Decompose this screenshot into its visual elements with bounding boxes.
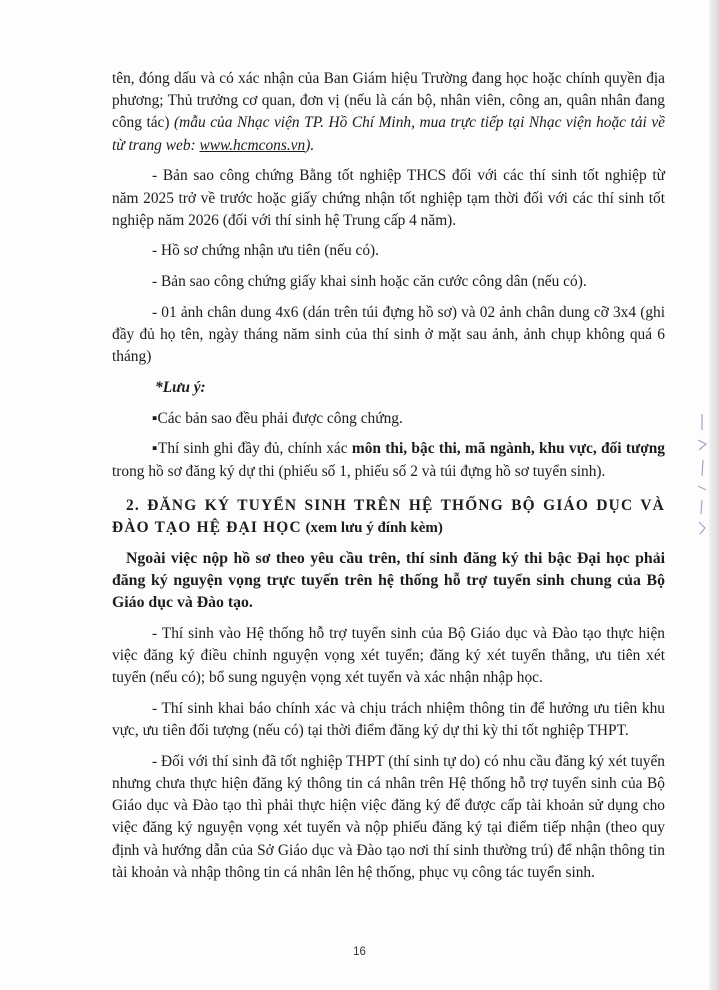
page-edge-shadow	[709, 0, 719, 990]
paragraph-birth-certificate: - Bản sao công chứng giấy khai sinh hoặc căn cước công dân (nếu có).	[152, 273, 587, 291]
italic-text-end: ).	[305, 136, 315, 154]
bullet-text: ▪Thí sinh ghi đầy đủ, chính xác	[152, 440, 352, 458]
paragraph-adjust-wishes: - Thí sinh vào Hệ thống hỗ trợ tuyển sinh của Bộ Giáo dục và Đào tạo thực hiện việc đăng ký điều chỉnh nguyện vọng xét tuyển; đăng ký xét tuyển thẳng, ưu tiên xét tuyển (nếu có); bổ sung nguyện vọng xét tuyển và xác nhận nhập học.	[112, 624, 665, 687]
paragraph-priority: - Hồ sơ chứng nhận ưu tiên (nếu có).	[152, 242, 379, 260]
section-heading-sub: (xem lưu ý đính kèm)	[301, 519, 443, 536]
lead-paragraph: Ngoài việc nộp hồ sơ theo yêu cầu trên, thí sinh đăng ký thi bậc Đại học phải đăng ký nguyện vọng trực tuyến trên hệ thống hỗ trợ tuyển sinh chung của Bộ Giáo dục và Đào tạo.	[112, 549, 665, 612]
italic-text: (mẫu của Nhạc viện TP. Hồ Chí Minh, mua trực tiếp tại Nhạc viện hoặc tải về từ trang web:	[112, 114, 665, 154]
bullet-bold-text: môn thi, bậc thi, mã ngành, khu vực, đối tượng	[351, 440, 665, 458]
paragraph-photos: - 01 ảnh chân dung 4x6 (dán trên túi đựng hồ sơ) và 02 ảnh chân dung cỡ 3x4 (ghi đầy đủ họ tên, ngày tháng năm sinh của thí sinh ở mặt sau ảnh, ảnh chụp không quá 6 tháng)	[112, 303, 665, 366]
paragraph-declare-priority: - Thí sinh khai báo chính xác và chịu trách nhiệm thông tin để hưởng ưu tiên khu vực, ưu tiên đối tượng (nếu có) tại thời điểm đăng ký dự thi kỳ thi tốt nghiệp THPT.	[112, 699, 665, 740]
page-number: 16	[353, 946, 366, 958]
paragraph-thcs-certificate: - Bản sao công chứng Bằng tốt nghiệp THCS đối với các thí sinh tốt nghiệp từ năm 2025 trở về trước hoặc giấy chứng nhận tốt nghiệp tạm thời đối với các thí sinh tốt nghiệp năm 2026 (đối với thí sinh hệ Trung cấp 4 năm).	[112, 167, 665, 229]
bullet-text-end: trong hồ sơ đăng ký dự thi (phiếu số 1, phiếu số 2 và túi đựng hồ sơ tuyển sinh).	[112, 462, 606, 480]
note-bullet-notarized: ▪Các bản sao đều phải được công chứng.	[152, 409, 403, 427]
section-heading	[112, 495, 665, 539]
paragraph-free-candidates: - Đối với thí sinh đã tốt nghiệp THPT (thí sinh tự do) có nhu cầu đăng ký xét tuyển nhưng chưa thực hiện đăng ký thông tin cá nhân trên Hệ thống hỗ trợ tuyển sinh của Bộ Giáo dục và Đào tạo thì phải thực hiện việc đăng ký để được cấp tài khoản sử dụng cho việc đăng ký nguyện vọng xét tuyển và nộp phiếu đăng ký tại điểm tiếp nhận (theo quy định và hướng dẫn của Sở Giáo dục và Đào tạo nơi thí sinh thường trú) để nhận thông tin tài khoản và nhập thông tin cá nhân lên hệ thống, phục vụ công tác tuyển sinh.	[112, 752, 665, 881]
paragraph-italic-note	[112, 114, 665, 153]
section-heading-main: 2. ĐĂNG KÝ TUYỂN SINH TRÊN HỆ THỐNG BỘ GIÁO DỤC VÀ ĐÀO TẠO HỆ ĐẠI HỌC	[112, 496, 665, 536]
note-label: *Lưu ý:	[155, 378, 206, 396]
document-body	[112, 68, 665, 893]
paragraph-continuation	[112, 68, 665, 157]
margin-stamp-mark	[694, 410, 710, 540]
paragraph-text: tên, đóng dấu và có xác nhận của Ban Giám hiệu Trường đang học hoặc chính quyền địa phương; Thủ trưởng cơ quan, đơn vị (nếu là cán bộ, nhân viên, công an, quân nhân đang công tác)	[112, 70, 665, 132]
website-link[interactable]: www.hcmcons.vn	[199, 136, 306, 154]
note-bullet-accuracy	[112, 438, 665, 482]
